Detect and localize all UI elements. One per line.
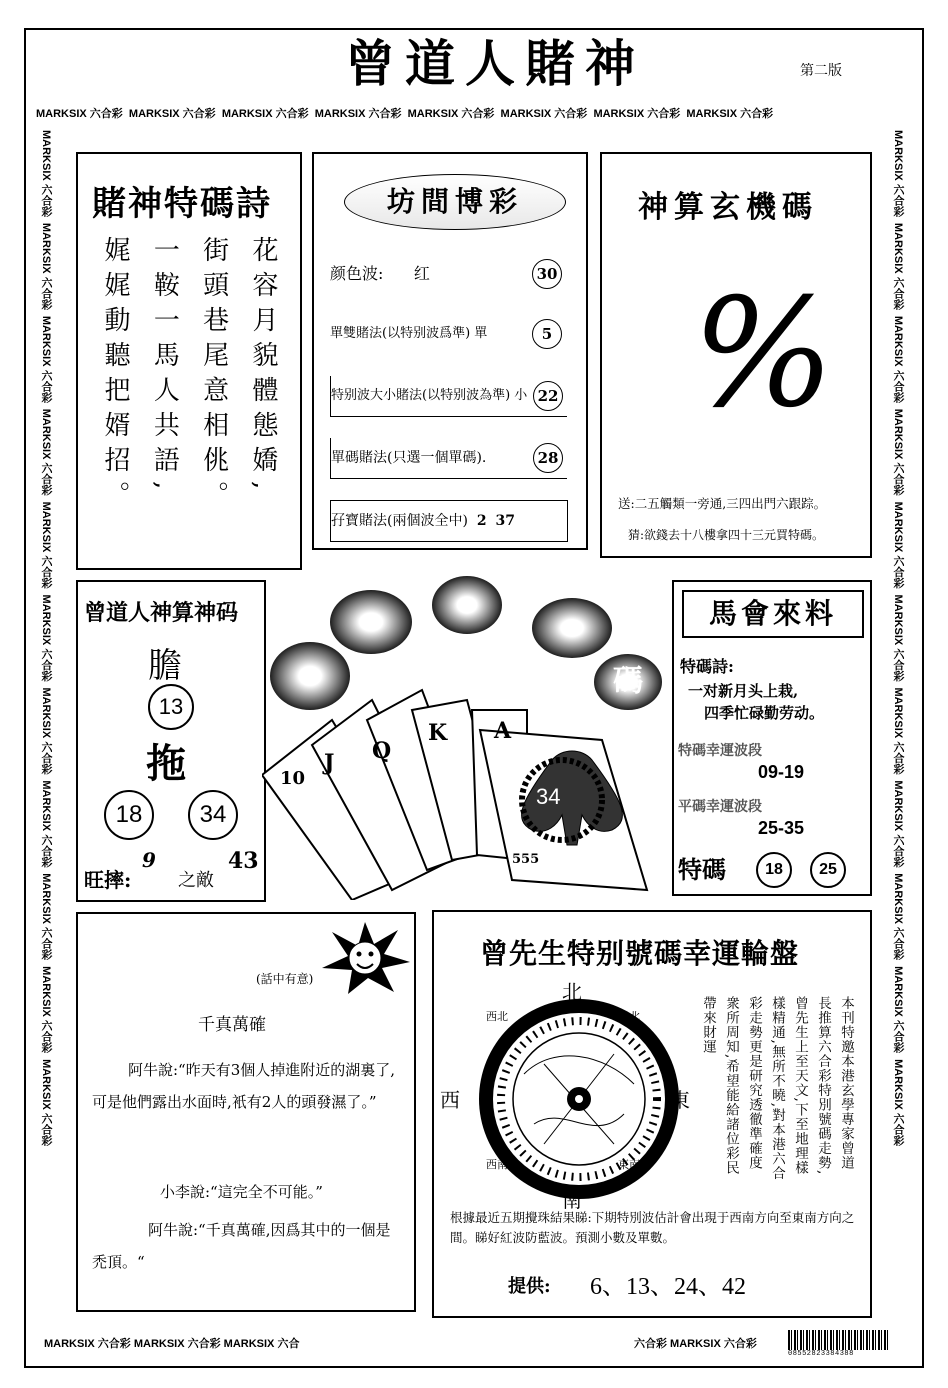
cards-svg <box>262 570 672 900</box>
joke-paragraph: 小李說:“這完全不可能。” <box>160 1183 323 1201</box>
dir-se: 東南 <box>618 1158 640 1171</box>
number-circle: 30 <box>532 259 562 289</box>
zdr-box <box>76 580 266 902</box>
bet-row: 特别波大小賭法(以特别波為準) 小 22 <box>330 376 567 417</box>
joke-heading: 千真萬確 <box>198 1015 266 1035</box>
dir-ne: 東北 <box>618 1010 640 1023</box>
poem-box <box>76 152 302 570</box>
di-label: 之敵 <box>178 870 214 891</box>
wheel-intro: 本刊特邀本港玄學專家曾道長推算六合彩特別號碼走勢,曾先生上至天文,下至地理樣樣精通,無所不曉,對本港六合彩走勢更是研究透徹準確度衆所周知,希望能給諸位彩民帶來財運 <box>700 996 854 1181</box>
poem-line: 一鞍一馬人共語, <box>149 236 180 499</box>
left-strip: MARKSIX 六合彩 MARKSIX 六合彩 MARKSIX 六合彩 MARKSIX 六合彩 MARKSIX 六合彩 MARKSIX 六合彩 MARKSIX 六合彩 MARKSIX 六合彩 MARKSIX 六合彩 MARKSIX 六合彩 MARKSIX 六合彩 <box>40 130 52 1146</box>
dir-west: 西 <box>440 1088 460 1112</box>
number-circle: 22 <box>533 381 563 411</box>
number-circle: 18 <box>104 790 154 840</box>
bet-row: 颜色波: 红 30 <box>330 254 566 294</box>
mystic-note: 送:二五觸類一旁通,三四出門六跟踪。 <box>618 496 827 511</box>
dir-nw: 西北 <box>486 1010 508 1023</box>
zdr-word: 膽 <box>148 646 182 686</box>
number-circle: 28 <box>533 443 563 473</box>
dir-south: 南 <box>562 1188 582 1212</box>
mystic-box <box>600 152 872 558</box>
horse-title: 馬會來料 <box>682 590 864 638</box>
number-circle: 34 <box>188 790 238 840</box>
poem-line: 娓娓動聽把婿招。 <box>100 236 130 516</box>
joke-paragraph: 阿牛說:“千真萬確,因爲其中的一個是禿頂。“ <box>92 1221 391 1271</box>
horse-poem-label: 特碼詩: <box>680 657 734 676</box>
dir-north: 北 <box>562 980 582 1004</box>
provide-label: 提供: <box>508 1276 551 1297</box>
card-rank: 10 <box>280 768 306 789</box>
range-value: 09-19 <box>758 762 805 782</box>
horse-box <box>672 580 872 896</box>
range-value: 25-35 <box>758 818 805 838</box>
wang-label: 旺摔: <box>84 868 132 892</box>
barcode <box>788 1330 888 1350</box>
bet-row: 孖寶賭法(兩個波全中) 2 37 <box>330 500 568 542</box>
poem-title: 賭神特碼詩 <box>92 184 272 224</box>
edition-label: 第二版 <box>800 63 842 79</box>
joke-tag: (話中有意) <box>256 972 314 986</box>
di-num: 43 <box>228 848 259 874</box>
horse-poem: 四季忙碌勤劳动。 <box>704 704 825 722</box>
poem-lines <box>98 236 280 516</box>
number-circle: 18 <box>756 852 792 888</box>
wang-num: 9 <box>142 848 156 872</box>
footer-strip-left: MARKSIX 六合彩 MARKSIX 六合彩 MARKSIX 六合 <box>44 1338 300 1350</box>
top-strip: MARKSIX 六合彩 MARKSIX 六合彩 MARKSIX 六合彩 MARKSIX 六合彩 MARKSIX 六合彩 MARKSIX 六合彩 MARKSIX 六合彩 MARKSIX 六合彩 <box>36 108 774 120</box>
number-circle: 5 <box>532 319 562 349</box>
dir-sw: 西南 <box>486 1158 508 1171</box>
card-footer: 555 <box>512 852 540 867</box>
mystic-note: 猜:欲錢去十八樓拿四十三元買特碼。 <box>628 528 825 542</box>
right-strip: MARKSIX 六合彩 MARKSIX 六合彩 MARKSIX 六合彩 MARKSIX 六合彩 MARKSIX 六合彩 MARKSIX 六合彩 MARKSIX 六合彩 MARKSIX 六合彩 MARKSIX 六合彩 MARKSIX 六合彩 MARKSIX 六合彩 <box>892 130 904 1146</box>
poem-line: 花容月貌體態嬌, <box>247 236 278 499</box>
card-rank: J <box>324 750 335 776</box>
dir-east: 東 <box>670 1088 690 1112</box>
decor-oval: 碼 <box>594 654 662 710</box>
joke-paragraph: 阿牛說:“昨天有3個人掉進附近的湖裏了,可是他們露出水面時,衹有2人的頭發濕了。” <box>92 1061 396 1111</box>
page-title: 曾道人賭神 <box>345 34 645 93</box>
mystic-glyph: % <box>692 267 835 441</box>
range-label: 平碼幸運波段 <box>678 799 762 815</box>
mystic-title: 神算玄機碼 <box>638 190 818 225</box>
bets-box <box>312 152 588 550</box>
footer-strip-right: 六合彩 MARKSIX 六合彩 <box>634 1338 757 1350</box>
cards-illustration <box>262 570 672 900</box>
wheel-result: 根據最近五期攪珠結果睇:下期特別波估計會出現于西南方向至東南方向之間。睇好紅波防藍波。預測小數及單數。 <box>450 1210 855 1245</box>
wheel-box <box>432 910 872 1318</box>
card-rank: A <box>494 718 512 744</box>
card-center-num: 34 <box>536 784 561 809</box>
number-circle: 13 <box>148 684 194 730</box>
bet-row: 單雙賭法(以特别波爲準) 單 5 <box>330 314 566 354</box>
zdr-title: 曾道人神算神码 <box>84 601 239 626</box>
barcode-number: 08552823384388 <box>788 1350 854 1358</box>
range-label: 特碼幸運波段 <box>678 743 762 759</box>
horse-poem: 一对新月头上栽, <box>688 682 799 700</box>
wheel-title: 曾先生特别號碼幸運輪盤 <box>480 937 800 970</box>
zdr-word: 拖 <box>146 740 186 787</box>
card-rank: K <box>428 720 448 746</box>
card-rank: Q <box>372 738 392 764</box>
bets-title: 坊間博彩 <box>344 174 566 230</box>
lucky-wheel <box>464 994 694 1204</box>
bet-row: 單碼賭法(只選一個單碼). 28 <box>330 438 567 479</box>
provide-nums: 6、13、24、42 <box>590 1274 746 1300</box>
special-label: 特碼 <box>678 855 726 884</box>
clown-icon <box>318 918 412 996</box>
number-circle: 25 <box>810 852 846 888</box>
joke-box <box>76 912 416 1312</box>
poem-line: 街頭巷尾意相佻。 <box>198 236 229 516</box>
